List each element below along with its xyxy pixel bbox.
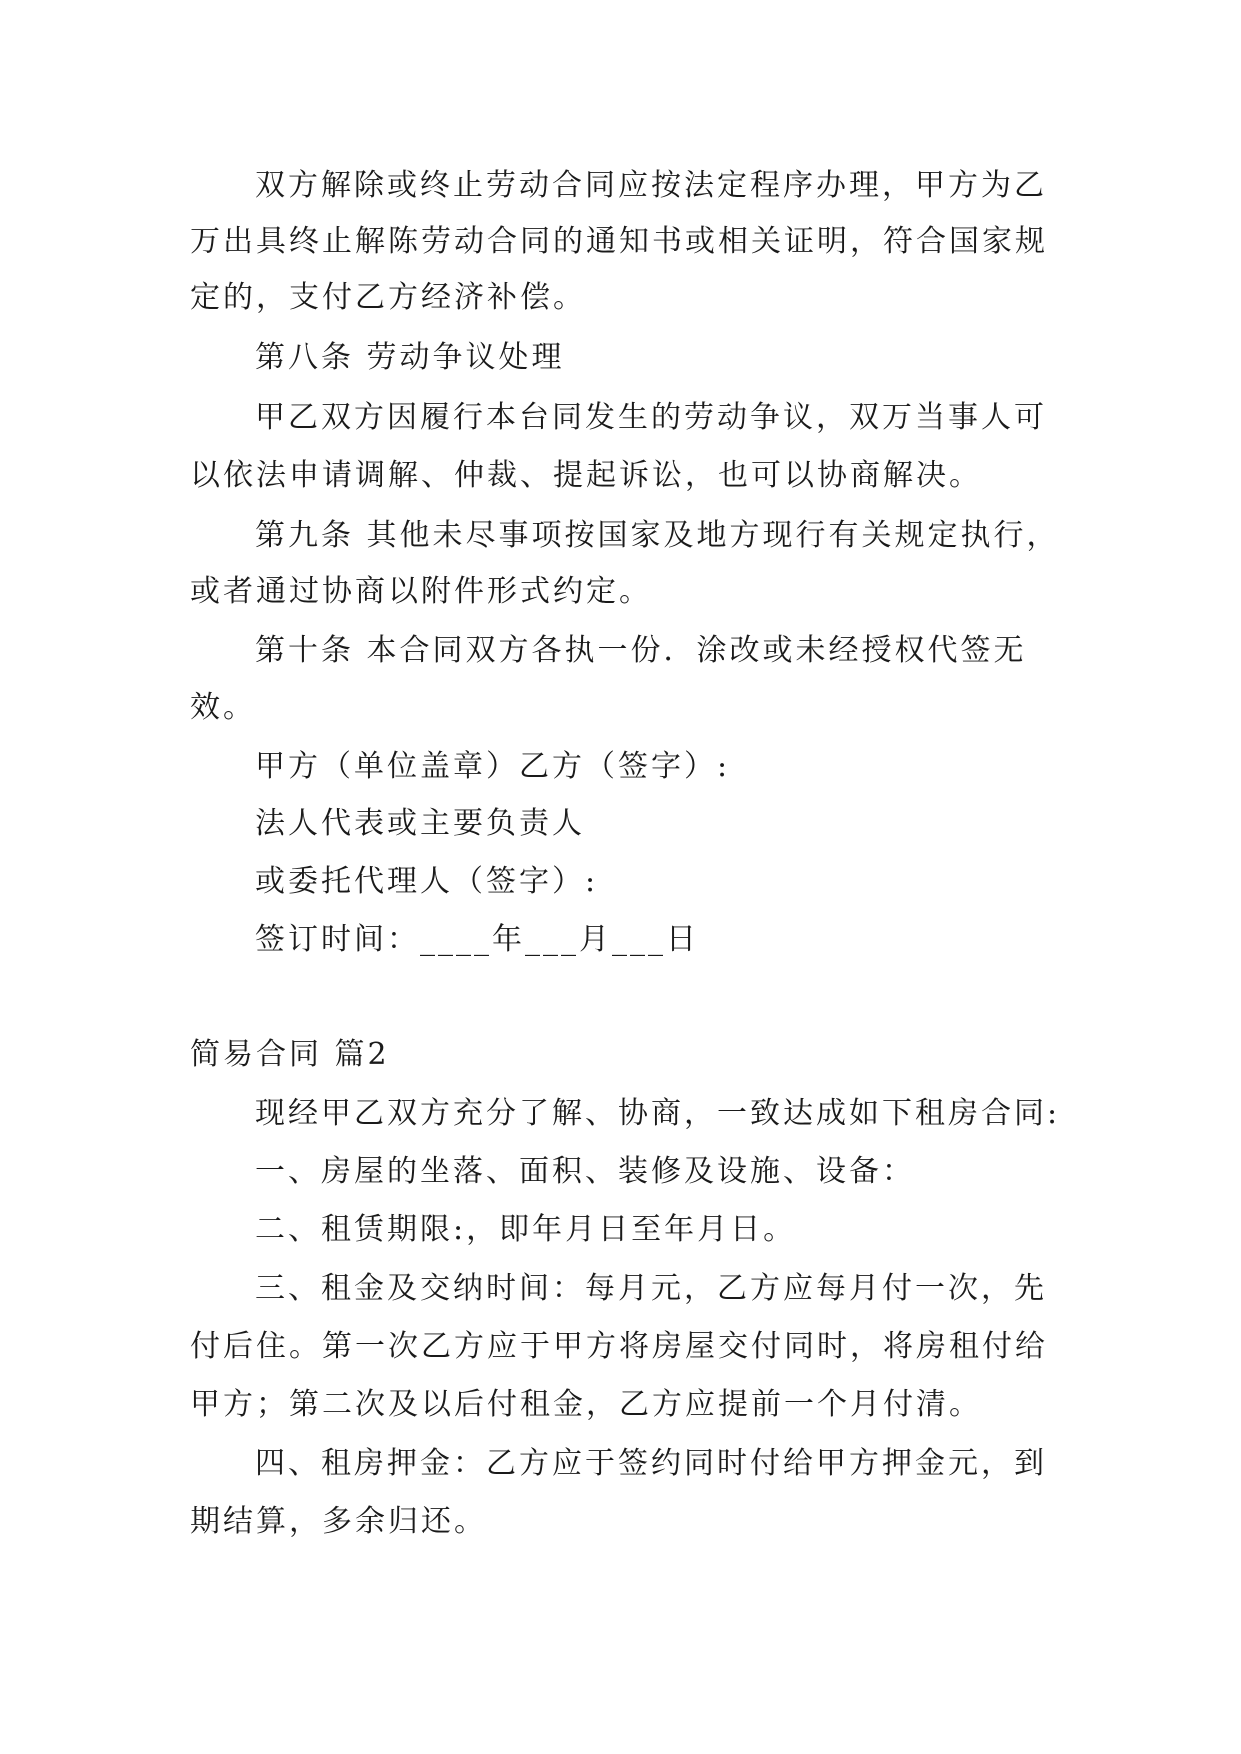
paragraph-line: 第十条 本合同双方各执一份．涂改或未经授权代签无: [255, 633, 1027, 668]
paragraph-line: 或者通过协商以附件形式约定。: [190, 574, 652, 609]
paragraph-line: 定的，支付乙方经济补偿。: [190, 280, 586, 315]
signing-date-line: 签订时间：____年___月___日: [255, 922, 699, 957]
paragraph-line: 以依法申请调解、仲裁、提起诉讼，也可以协商解决。: [190, 458, 982, 493]
paragraph-line: 效。: [190, 690, 256, 725]
clause-line: 四、租房押金：乙方应于签约同时付给甲方押金元，到: [255, 1446, 1047, 1481]
clause-line: 三、租金及交纳时间：每月元，乙方应每月付一次，先: [255, 1271, 1047, 1306]
paragraph-line: 付后住。第一次乙方应于甲方将房屋交付同时，将房租付给: [190, 1329, 1048, 1364]
paragraph-line: 双方解除或终止劳动合同应按法定程序办理，甲方为乙: [255, 168, 1047, 203]
paragraph-line: 第九条 其他未尽事项按国家及地方现行有关规定执行，: [255, 518, 1060, 553]
paragraph-line: 现经甲乙双方充分了解、协商，一致达成如下租房合同:: [255, 1096, 1061, 1131]
section-title: 简易合同 篇2: [190, 1037, 390, 1072]
clause-line: 二、租赁期限:，即年月日至年月日。: [255, 1212, 797, 1247]
paragraph-line: 甲乙双方因履行本台同发生的劳动争议，双万当事人可: [255, 400, 1047, 435]
signature-representative-line: 法人代表或主要负责人: [255, 806, 585, 841]
clause-line: 一、房屋的坐落、面积、装修及设施、设备：: [255, 1154, 915, 1189]
paragraph-line: 万出具终止解陈劳动合同的通知书或相关证明，符合国家规: [190, 224, 1048, 259]
signature-party-line: 甲方（单位盖章）乙方（签字）:: [255, 749, 731, 784]
article-heading: 第八条 劳动争议处理: [255, 340, 565, 375]
paragraph-line: 甲方；第二次及以后付租金，乙方应提前一个月付清。: [190, 1387, 982, 1422]
paragraph-line: 期结算，多余归还。: [190, 1504, 487, 1539]
signature-agent-line: 或委托代理人（签字）:: [255, 864, 599, 899]
